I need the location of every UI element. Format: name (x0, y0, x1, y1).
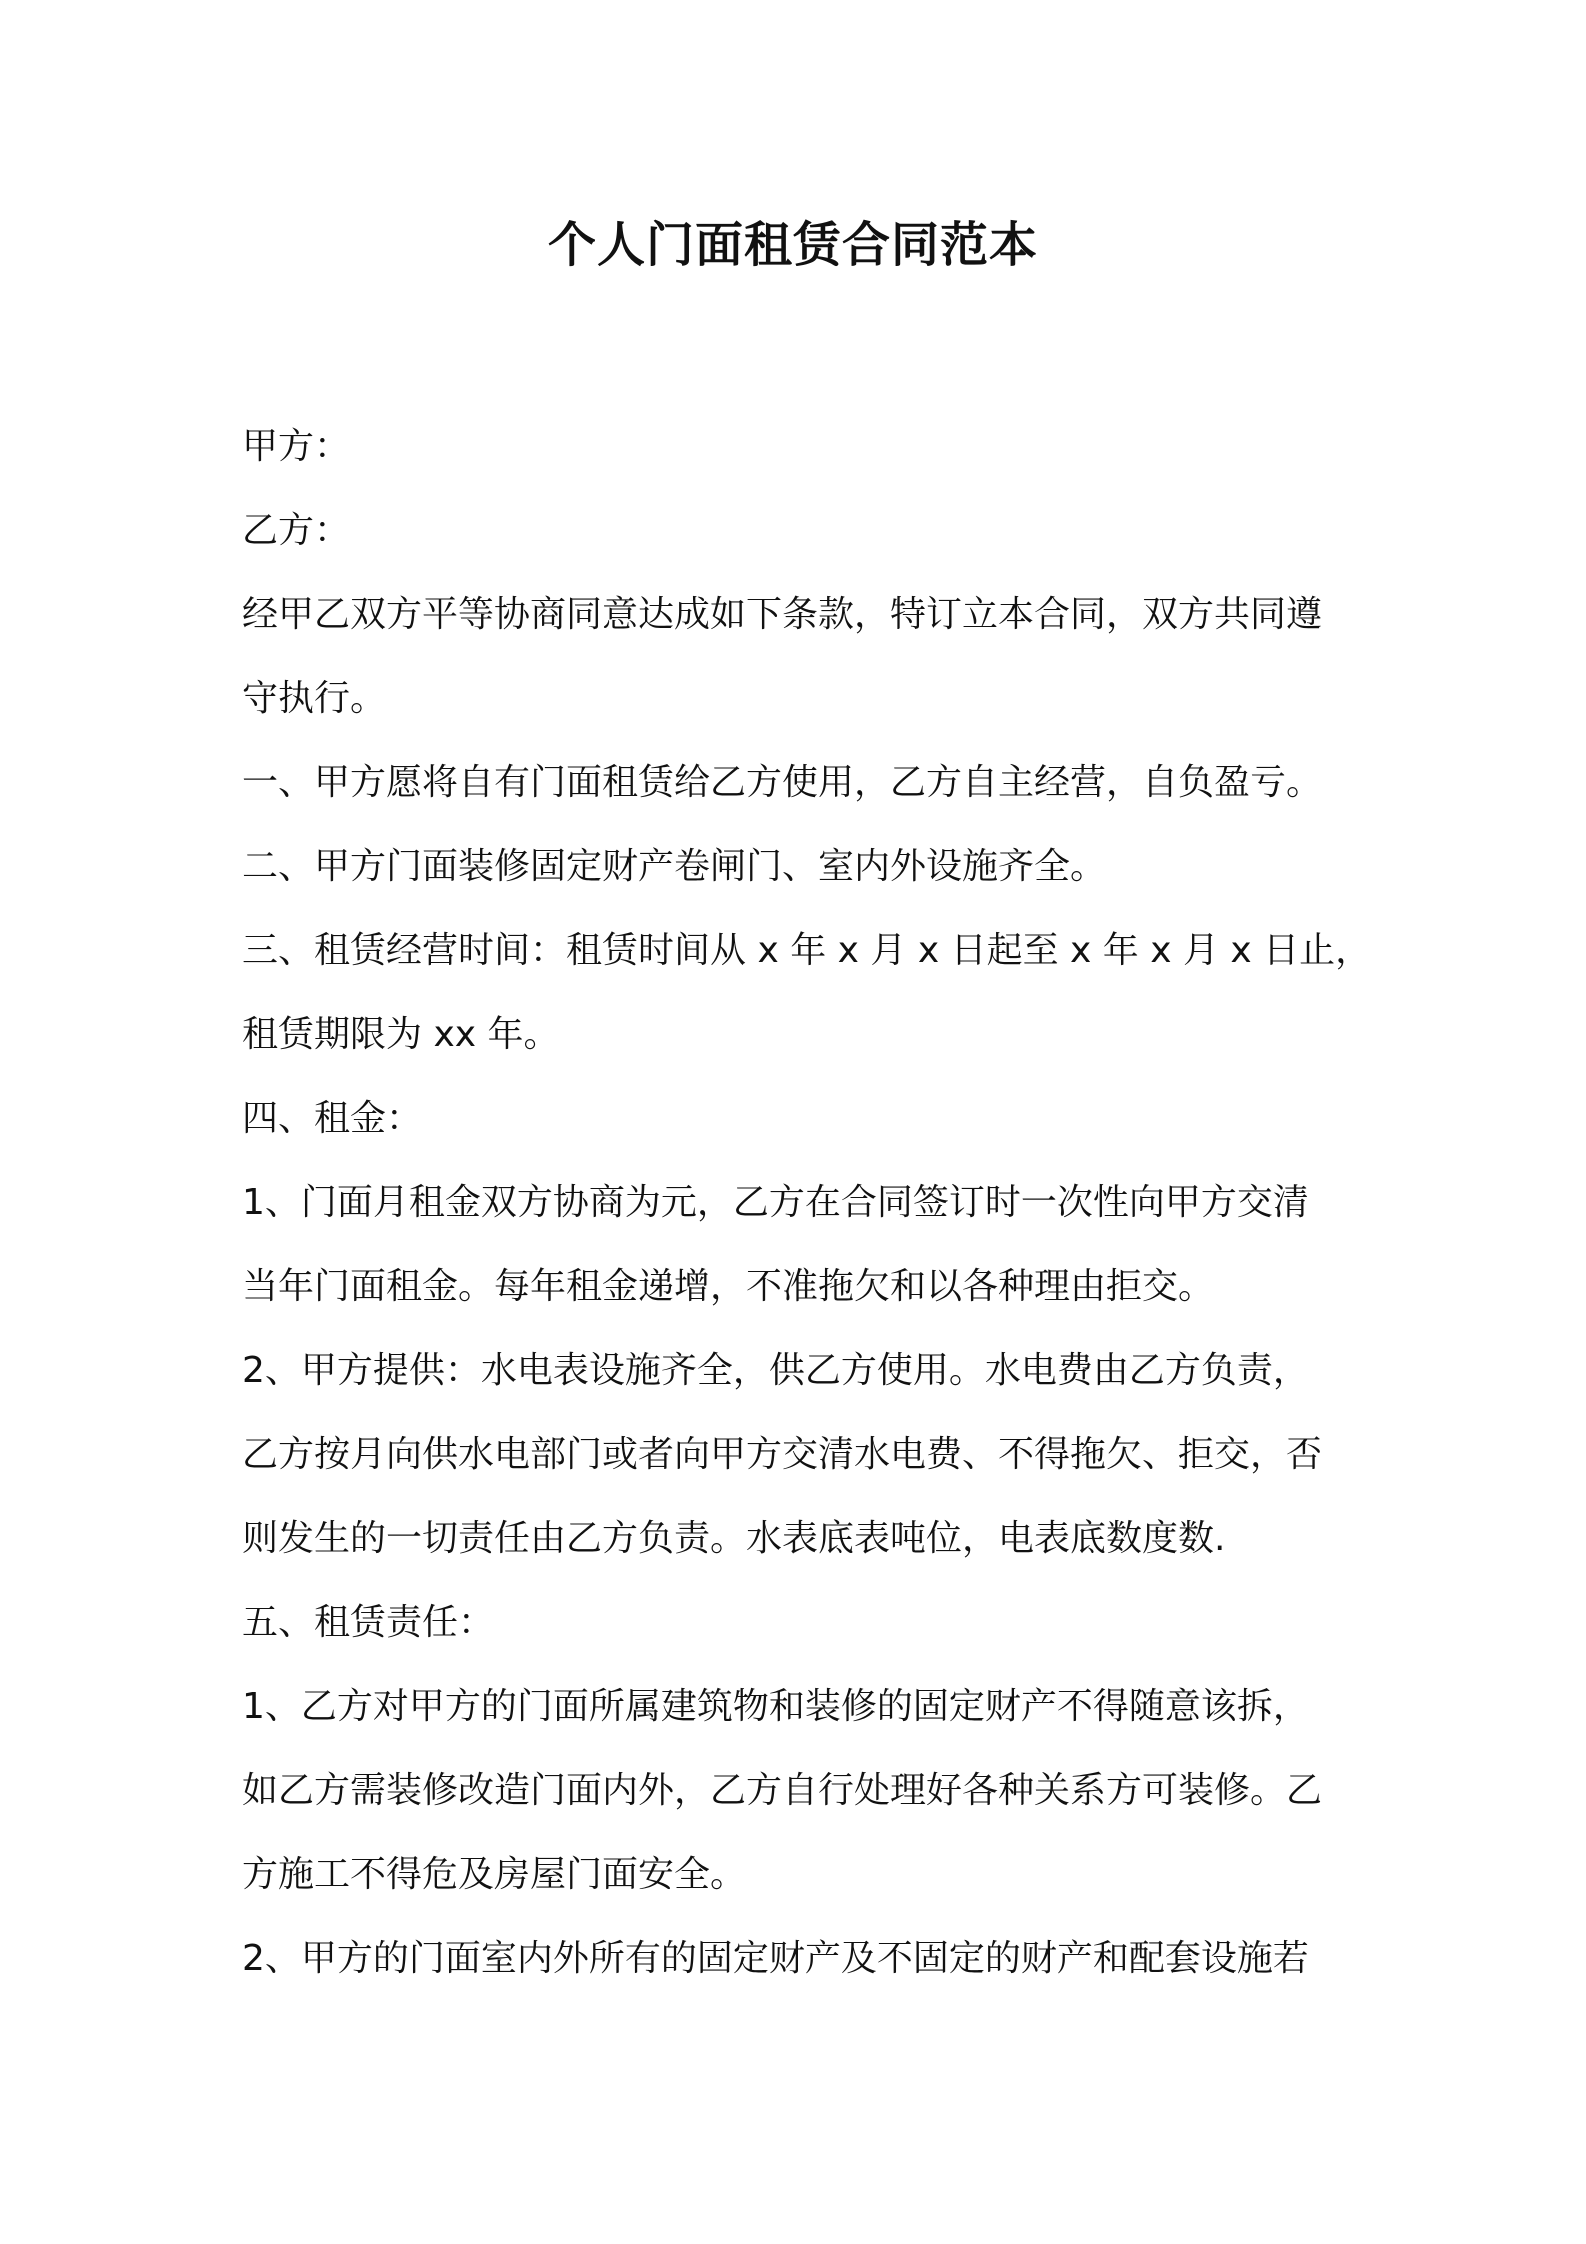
clause-4-item-2-line: 则发生的一切责任由乙方负责。水表底表吨位，电表底数度数. (242, 1518, 1226, 1559)
clause-5-item-2-line: 2、甲方的门面室内外所有的固定财产及不固定的财产和配套设施若 (242, 1938, 1309, 1979)
clause-1-line: 一、甲方愿将自有门面租赁给乙方使用，乙方自主经营，自负盈亏。 (242, 762, 1323, 803)
document-title: 个人门面租赁合同范本 (547, 217, 1038, 273)
preamble-line: 经甲乙双方平等协商同意达成如下条款，特订立本合同，双方共同遵 (242, 594, 1323, 635)
preamble-line: 守执行。 (242, 678, 387, 719)
contract-body (242, 405, 1372, 2001)
clause-3-line: 租赁期限为 xx 年。 (242, 1014, 560, 1055)
clause-4-item-2-line: 乙方按月向供水电部门或者向甲方交清水电费、不得拖欠、拒交，否 (242, 1434, 1323, 1475)
clause-4-item-1-line: 1、门面月租金双方协商为元，乙方在合同签订时一次性向甲方交清 (242, 1182, 1309, 1223)
clause-2-line: 二、甲方门面装修固定财产卷闸门、室内外设施齐全。 (242, 846, 1107, 887)
clause-5-item-1-line: 如乙方需装修改造门面内外，乙方自行处理好各种关系方可装修。乙 (242, 1770, 1323, 1811)
clause-5-item-1-line: 1、乙方对甲方的门面所属建筑物和装修的固定财产不得随意该拆， (242, 1686, 1309, 1727)
clause-3-line: 三、租赁经营时间：租赁时间从 x 年 x 月 x 日起至 x 年 x 月 x 日止， (242, 930, 1372, 971)
clause-4-item-1-line: 当年门面租金。每年租金递增，不准拖欠和以各种理由拒交。 (242, 1266, 1215, 1307)
clause-5-item-1-line: 方施工不得危及房屋门面安全。 (242, 1854, 747, 1895)
clause-4-heading: 四、租金： (242, 1098, 423, 1139)
party-b-line: 乙方： (242, 510, 351, 551)
party-a-line: 甲方： (242, 426, 351, 467)
clause-4-item-2-line: 2、甲方提供：水电表设施齐全，供乙方使用。水电费由乙方负责， (242, 1350, 1309, 1391)
clause-5-heading: 五、租赁责任： (242, 1602, 495, 1643)
